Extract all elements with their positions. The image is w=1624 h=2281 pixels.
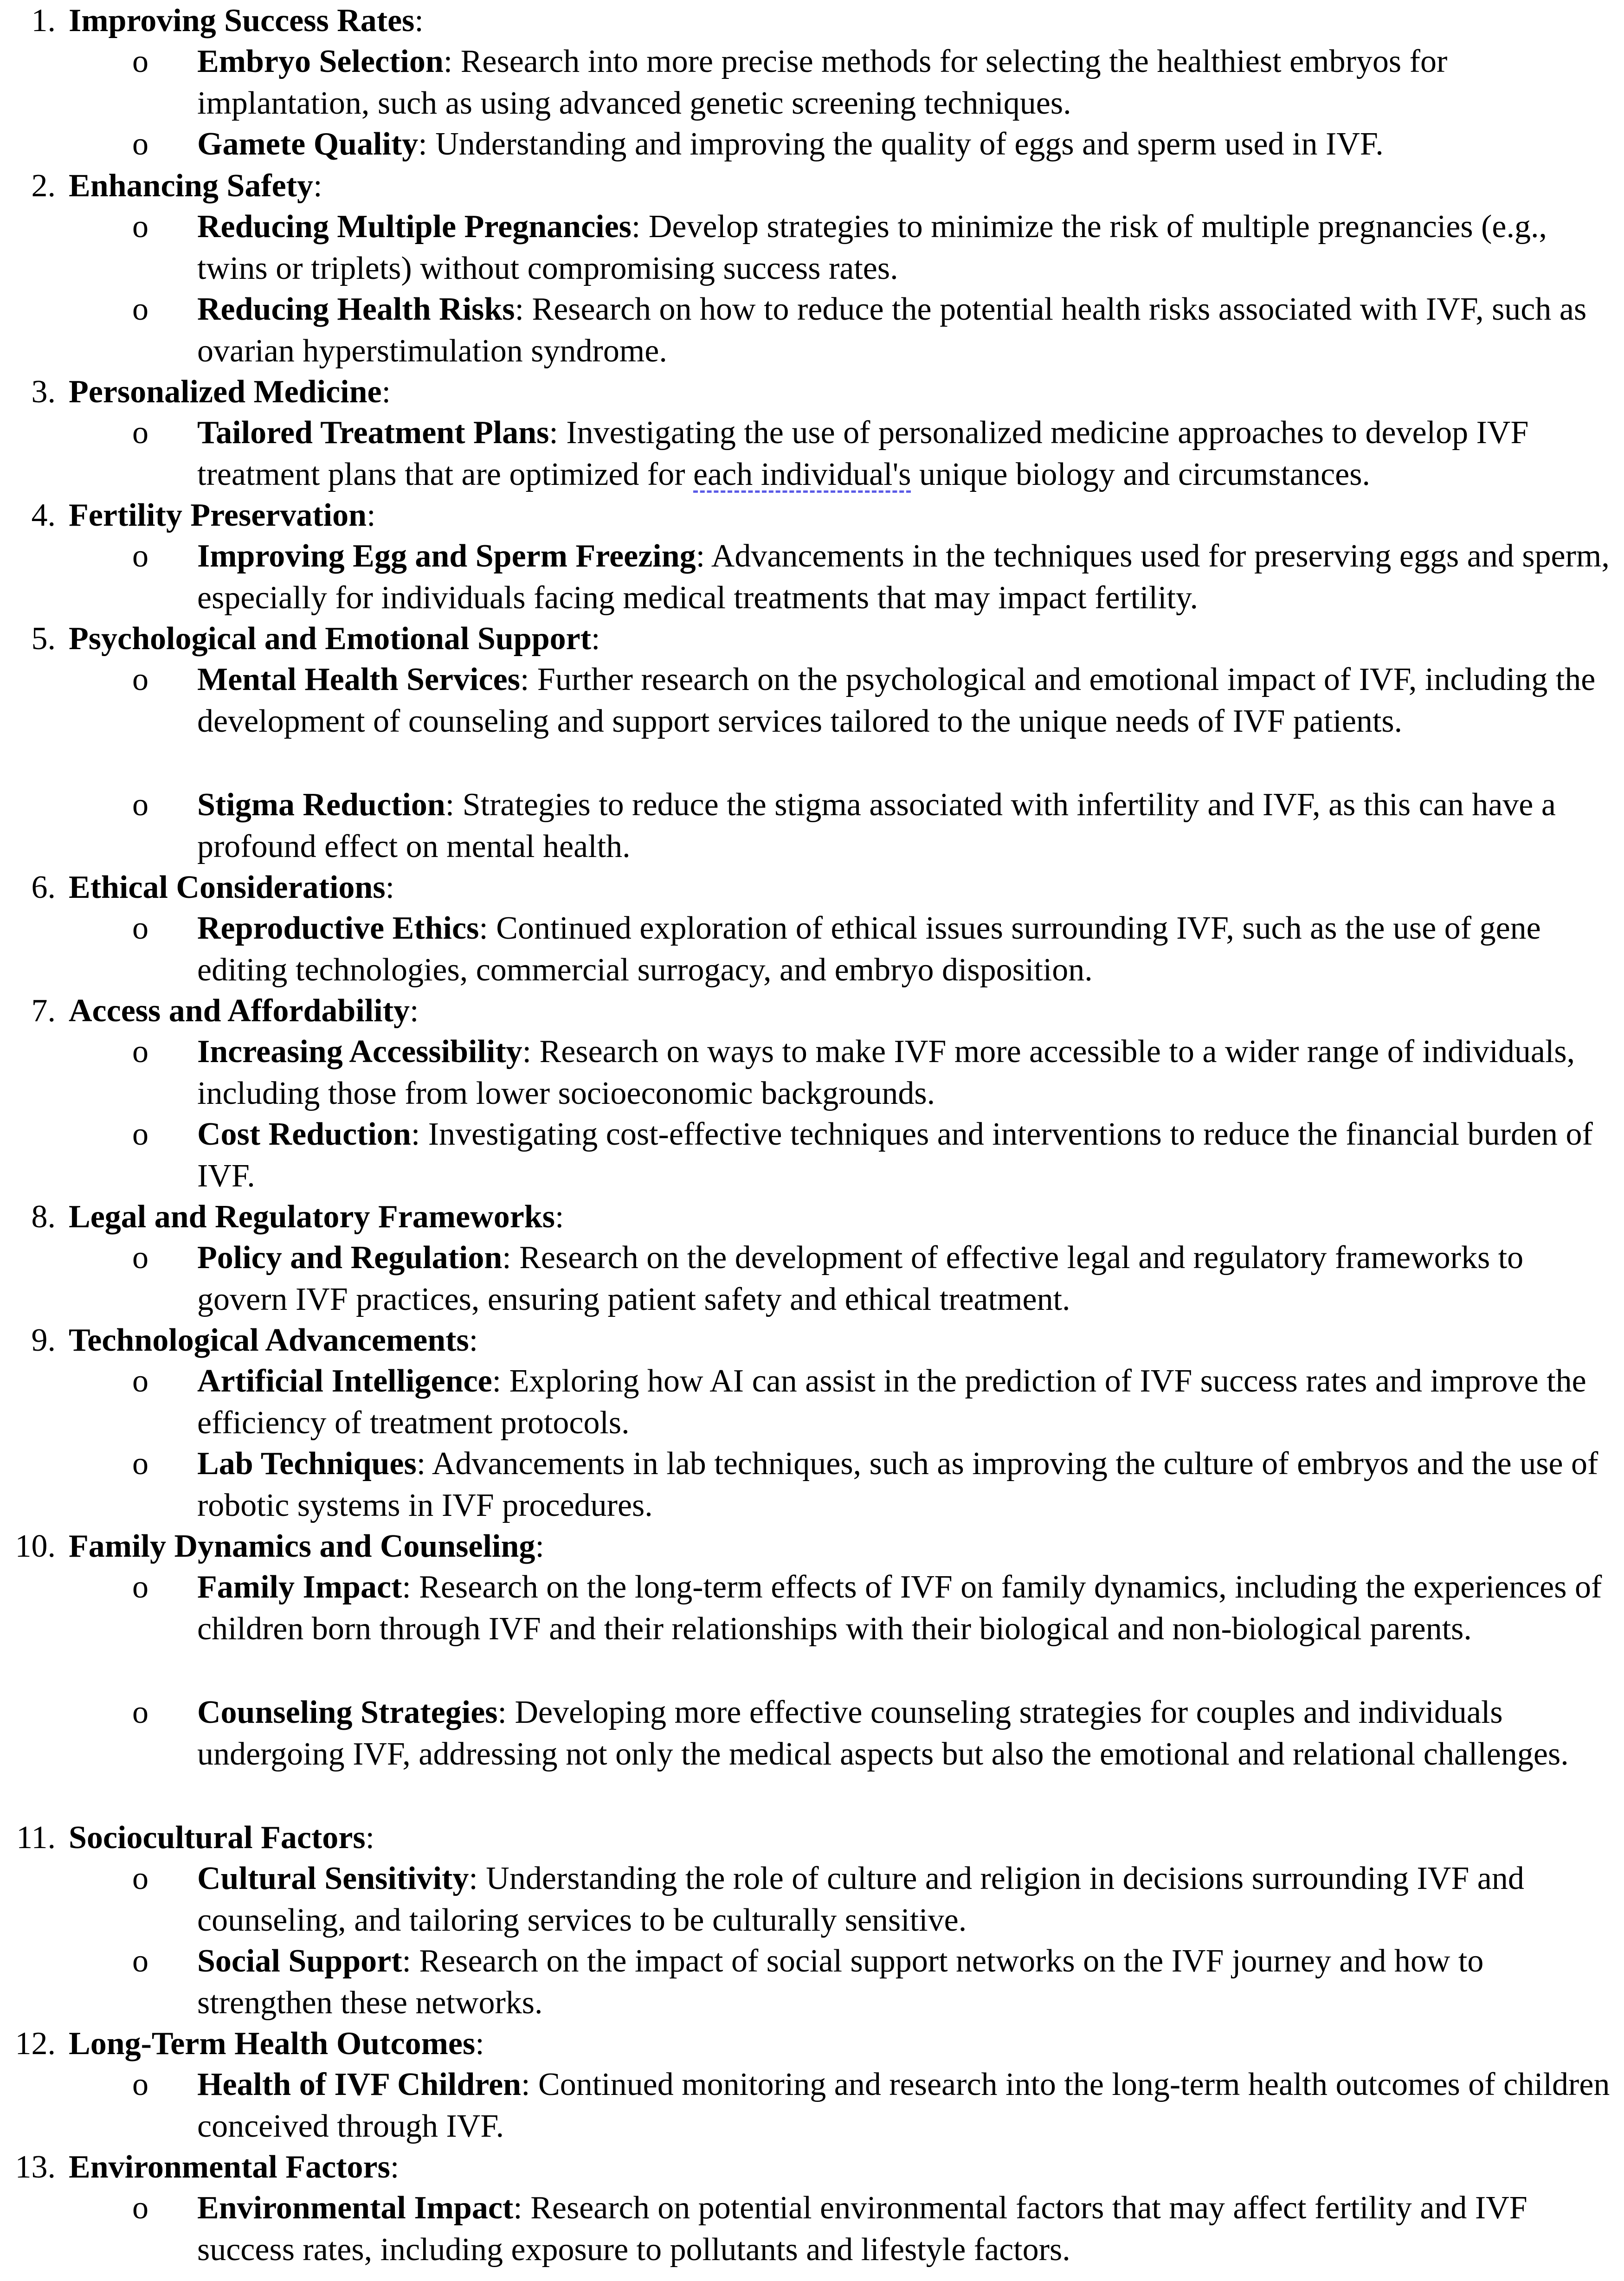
bullet-icon: o [132, 1363, 148, 1399]
subtopic-term: Policy and Regulation [197, 1240, 503, 1276]
topic-heading [0, 618, 1624, 660]
bullet-icon: o [132, 44, 148, 79]
subtopic-text: Cost Reduction: Investigating cost-effective techniques and interventions to reduce the financial burden of IVF. [197, 1116, 1593, 1194]
topic-number: 13. [15, 2149, 56, 2185]
topic-heading [0, 2146, 1624, 2188]
subtopic-text: Artificial Intelligence: Exploring how AI can assist in the prediction of IVF success rates and improve the efficiency of treatment protocols. [197, 1363, 1586, 1441]
bullet-icon: o [132, 415, 148, 451]
subtopic-text: Improving Egg and Sperm Freezing: Advancements in the techniques used for preserving eggs and sperm, especially for individuals facing medical treatments that may impact fertility. [197, 538, 1610, 616]
subtopic-term: Cultural Sensitivity [197, 1861, 469, 1896]
subtopic-term: Social Support [197, 1943, 402, 1979]
bullet-icon: o [132, 910, 148, 946]
bullet-icon: o [132, 538, 148, 574]
topic-heading [0, 990, 1624, 1032]
topic-title: Family Dynamics and Counseling: [69, 1528, 544, 1564]
subtopic-text: Reproductive Ethics: Continued exploration of ethical issues surrounding IVF, such as the use of gene editing technologies, commercial surrogacy, and embryo disposition. [197, 910, 1541, 988]
subtopic-text: Environmental Impact: Research on potential environmental factors that may affect fertility and IVF success rates, including exposure to pollutants and lifestyle factors. [197, 2190, 1527, 2268]
subtopic-term: Stigma Reduction [197, 787, 445, 823]
topic-title: Access and Affordability: [69, 993, 419, 1029]
topic-title: Sociocultural Factors: [69, 1820, 375, 1856]
subtopic-term: Environmental Impact [197, 2190, 514, 2226]
bullet-icon: o [132, 1695, 148, 1730]
subtopic-term: Artificial Intelligence [197, 1363, 492, 1399]
bullet-icon: o [132, 787, 148, 823]
topic-title: Environmental Factors: [69, 2149, 400, 2185]
topic-number: 8. [31, 1199, 56, 1235]
topic-number: 6. [31, 870, 56, 905]
subtopic-term: Gamete Quality [197, 126, 419, 162]
subtopic-term: Mental Health Services [197, 662, 520, 697]
subtopic-text: Social Support: Research on the impact of social support networks on the IVF journey and how to strengthen these networks. [197, 1943, 1484, 2021]
topic-number: 7. [31, 993, 56, 1029]
subtopic-term: Lab Techniques [197, 1446, 417, 1482]
topic-title: Psychological and Emotional Support: [69, 621, 600, 657]
topic-title: Legal and Regulatory Frameworks: [69, 1199, 564, 1235]
topic-heading [0, 867, 1624, 909]
subtopic-term: Embryo Selection [197, 44, 444, 79]
subtopic-term: Reducing Multiple Pregnancies [197, 209, 632, 245]
bullet-icon: o [132, 291, 148, 327]
subtopic-text: Increasing Accessibility: Research on ways to make IVF more accessible to a wider range of individuals, including those from lower socioeconomic backgrounds. [197, 1034, 1575, 1111]
topic-number: 4. [31, 497, 56, 533]
topic-number: 2. [31, 168, 56, 204]
subtopic-text: Reducing Health Risks: Research on how to reduce the potential health risks associated with IVF, such as ovarian hyperstimulation syndrome. [197, 291, 1587, 369]
topic-number: 9. [31, 1322, 56, 1358]
bullet-icon: o [132, 2067, 148, 2102]
subtopic-term: Counseling Strategies [197, 1695, 498, 1730]
topic-number: 5. [31, 621, 56, 657]
subtopic-text: Family Impact: Research on the long-term effects of IVF on family dynamics, including the experiences of children born through IVF and their relationships with their biological and non-biological parents. [197, 1569, 1602, 1647]
topic-heading [0, 1526, 1624, 1567]
subtopic-term: Health of IVF Children [197, 2067, 522, 2102]
subtopic-text: Policy and Regulation: Research on the development of effective legal and regulatory frameworks to govern IVF practices, ensuring patient safety and ethical treatment. [197, 1240, 1524, 1317]
topic-title: Improving Success Rates: [69, 3, 424, 39]
subtopic-text: Stigma Reduction: Strategies to reduce the stigma associated with infertility and IVF, as this can have a profound effect on mental health. [197, 787, 1556, 864]
subtopic-text: Health of IVF Children: Continued monitoring and research into the long-term health outcomes of children conceived through IVF. [197, 2067, 1610, 2144]
subtopic-term: Reproductive Ethics [197, 910, 479, 946]
subtopic-term: Tailored Treatment Plans [197, 415, 549, 451]
subtopic-term: Reducing Health Risks [197, 291, 515, 327]
topic-heading [0, 165, 1624, 207]
subtopic-text: Gamete Quality: Understanding and improving the quality of eggs and sperm used in IVF. [197, 126, 1384, 162]
subtopic-term: Increasing Accessibility [197, 1034, 522, 1070]
bullet-icon: o [132, 1034, 148, 1070]
subtopic-text: Cultural Sensitivity: Understanding the role of culture and religion in decisions surrounding IVF and counseling, and tailoring services to be culturally sensitive. [197, 1861, 1524, 1938]
bullet-icon: o [132, 662, 148, 697]
topic-title: Personalized Medicine: [69, 374, 391, 410]
bullet-icon: o [132, 209, 148, 245]
bullet-icon: o [132, 1116, 148, 1152]
topic-heading [0, 0, 1624, 42]
bullet-icon: o [132, 2190, 148, 2226]
subtopic-term: Cost Reduction [197, 1116, 411, 1152]
topic-number: 3. [31, 374, 56, 410]
spellcheck-marked-text[interactable]: each individual's [693, 457, 911, 492]
topic-heading [0, 1196, 1624, 1238]
topic-heading [0, 1817, 1624, 1859]
bullet-icon: o [132, 1861, 148, 1896]
topic-heading [0, 1320, 1624, 1361]
bullet-icon: o [132, 126, 148, 162]
topic-number: 10. [15, 1528, 56, 1564]
topic-number: 12. [15, 2026, 56, 2062]
subtopic-text: Lab Techniques: Advancements in lab techniques, such as improving the culture of embryos and the use of robotic systems in IVF procedures. [197, 1446, 1598, 1523]
topic-title: Enhancing Safety: [69, 168, 322, 204]
topic-number: 1. [31, 3, 56, 39]
subtopic-text: Tailored Treatment Plans: Investigating the use of personalized medicine approaches to develop IVF treatment plans that are optimized for each individual's unique biology and circumstances. [197, 415, 1529, 492]
topic-heading [0, 2023, 1624, 2065]
topic-heading [0, 371, 1624, 413]
subtopic-text: Mental Health Services: Further research on the psychological and emotional impact of IVF, including the development of counseling and support services tailored to the unique needs of IVF patients. [197, 662, 1596, 739]
bullet-icon: o [132, 1446, 148, 1482]
subtopic-term: Family Impact [197, 1569, 402, 1605]
subtopic-term: Improving Egg and Sperm Freezing [197, 538, 696, 574]
subtopic-text: Embryo Selection: Research into more precise methods for selecting the healthiest embryos for implantation, such as using advanced genetic screening techniques. [197, 44, 1448, 121]
bullet-icon: o [132, 1240, 148, 1276]
topic-title: Fertility Preservation: [69, 497, 376, 533]
subtopic-text: Reducing Multiple Pregnancies: Develop strategies to minimize the risk of multiple pregnancies (e.g., twins or triplets) without compromising success rates. [197, 209, 1547, 286]
topic-number: 11. [16, 1820, 56, 1856]
topic-title: Long-Term Health Outcomes: [69, 2026, 484, 2062]
bullet-icon: o [132, 1943, 148, 1979]
topic-heading [0, 495, 1624, 536]
bullet-icon: o [132, 1569, 148, 1605]
topic-title: Ethical Considerations: [69, 870, 395, 905]
topic-title: Technological Advancements: [69, 1322, 478, 1358]
subtopic-text: Counseling Strategies: Developing more effective counseling strategies for couples and individuals undergoing IVF, addressing not only the medical aspects but also the emotional and relational challenges. [197, 1695, 1569, 1772]
